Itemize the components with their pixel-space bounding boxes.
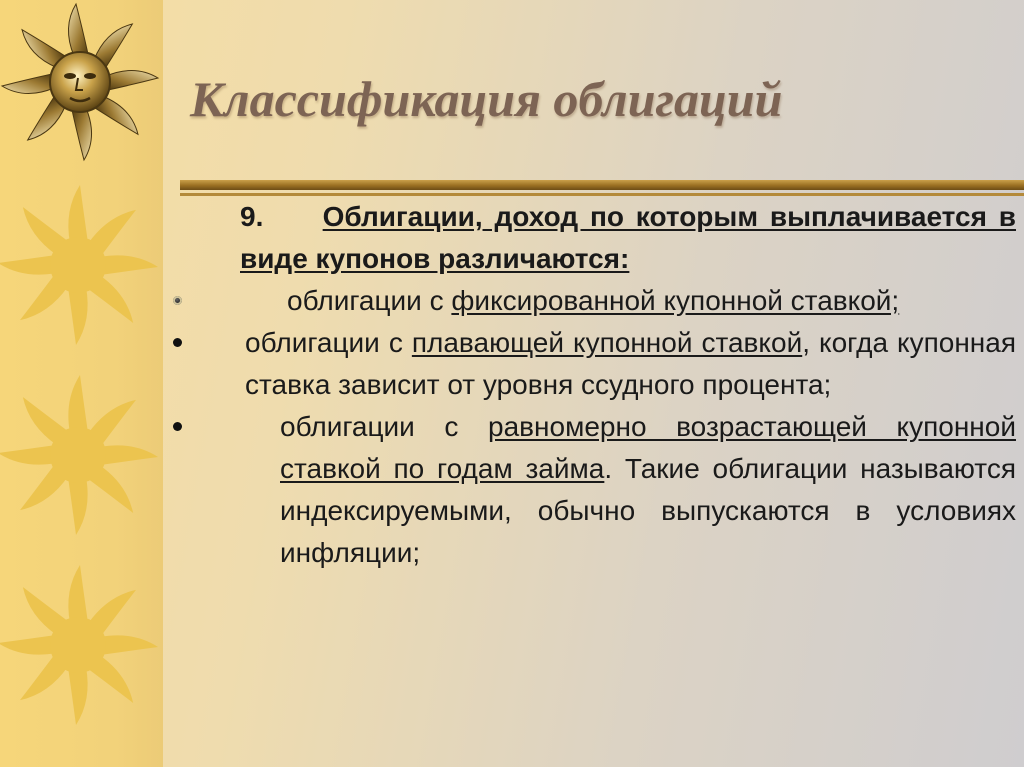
sun-face-icon [0, 0, 160, 165]
list-item: облигации с фиксированной купонной ставкой; [240, 280, 1016, 322]
sun-icon [0, 370, 160, 540]
bullet-icon [173, 296, 182, 305]
heading-text: Облигации, доход по которым выплачивается в виде купонов различаются: [240, 201, 1016, 274]
heading-number: 9. [240, 201, 264, 232]
underlined-term: фиксированной купонной ставкой; [451, 285, 900, 316]
bullet-icon [173, 338, 182, 347]
slide-body [240, 196, 1016, 574]
bullet-icon [173, 422, 182, 431]
title-divider [180, 180, 1024, 190]
list-item: облигации с плавающей купонной ставкой, когда купонная ставка зависит от уровня ссудного процента; [240, 322, 1016, 406]
slide-title: Классификация облигаций [190, 71, 783, 127]
sun-icon [0, 180, 160, 350]
underlined-term: равномерно возрастающей купонной ставкой по годам займа [280, 411, 1016, 484]
section-heading [240, 196, 1016, 280]
list-item: облигации с равномерно возрастающей купонной ставкой по годам займа. Такие облигации называются индексируемыми, обычно выпускаются в условиях инфляции; [240, 406, 1016, 574]
underlined-term: плавающей купонной ставкой [411, 327, 803, 358]
sun-icon [0, 560, 160, 730]
